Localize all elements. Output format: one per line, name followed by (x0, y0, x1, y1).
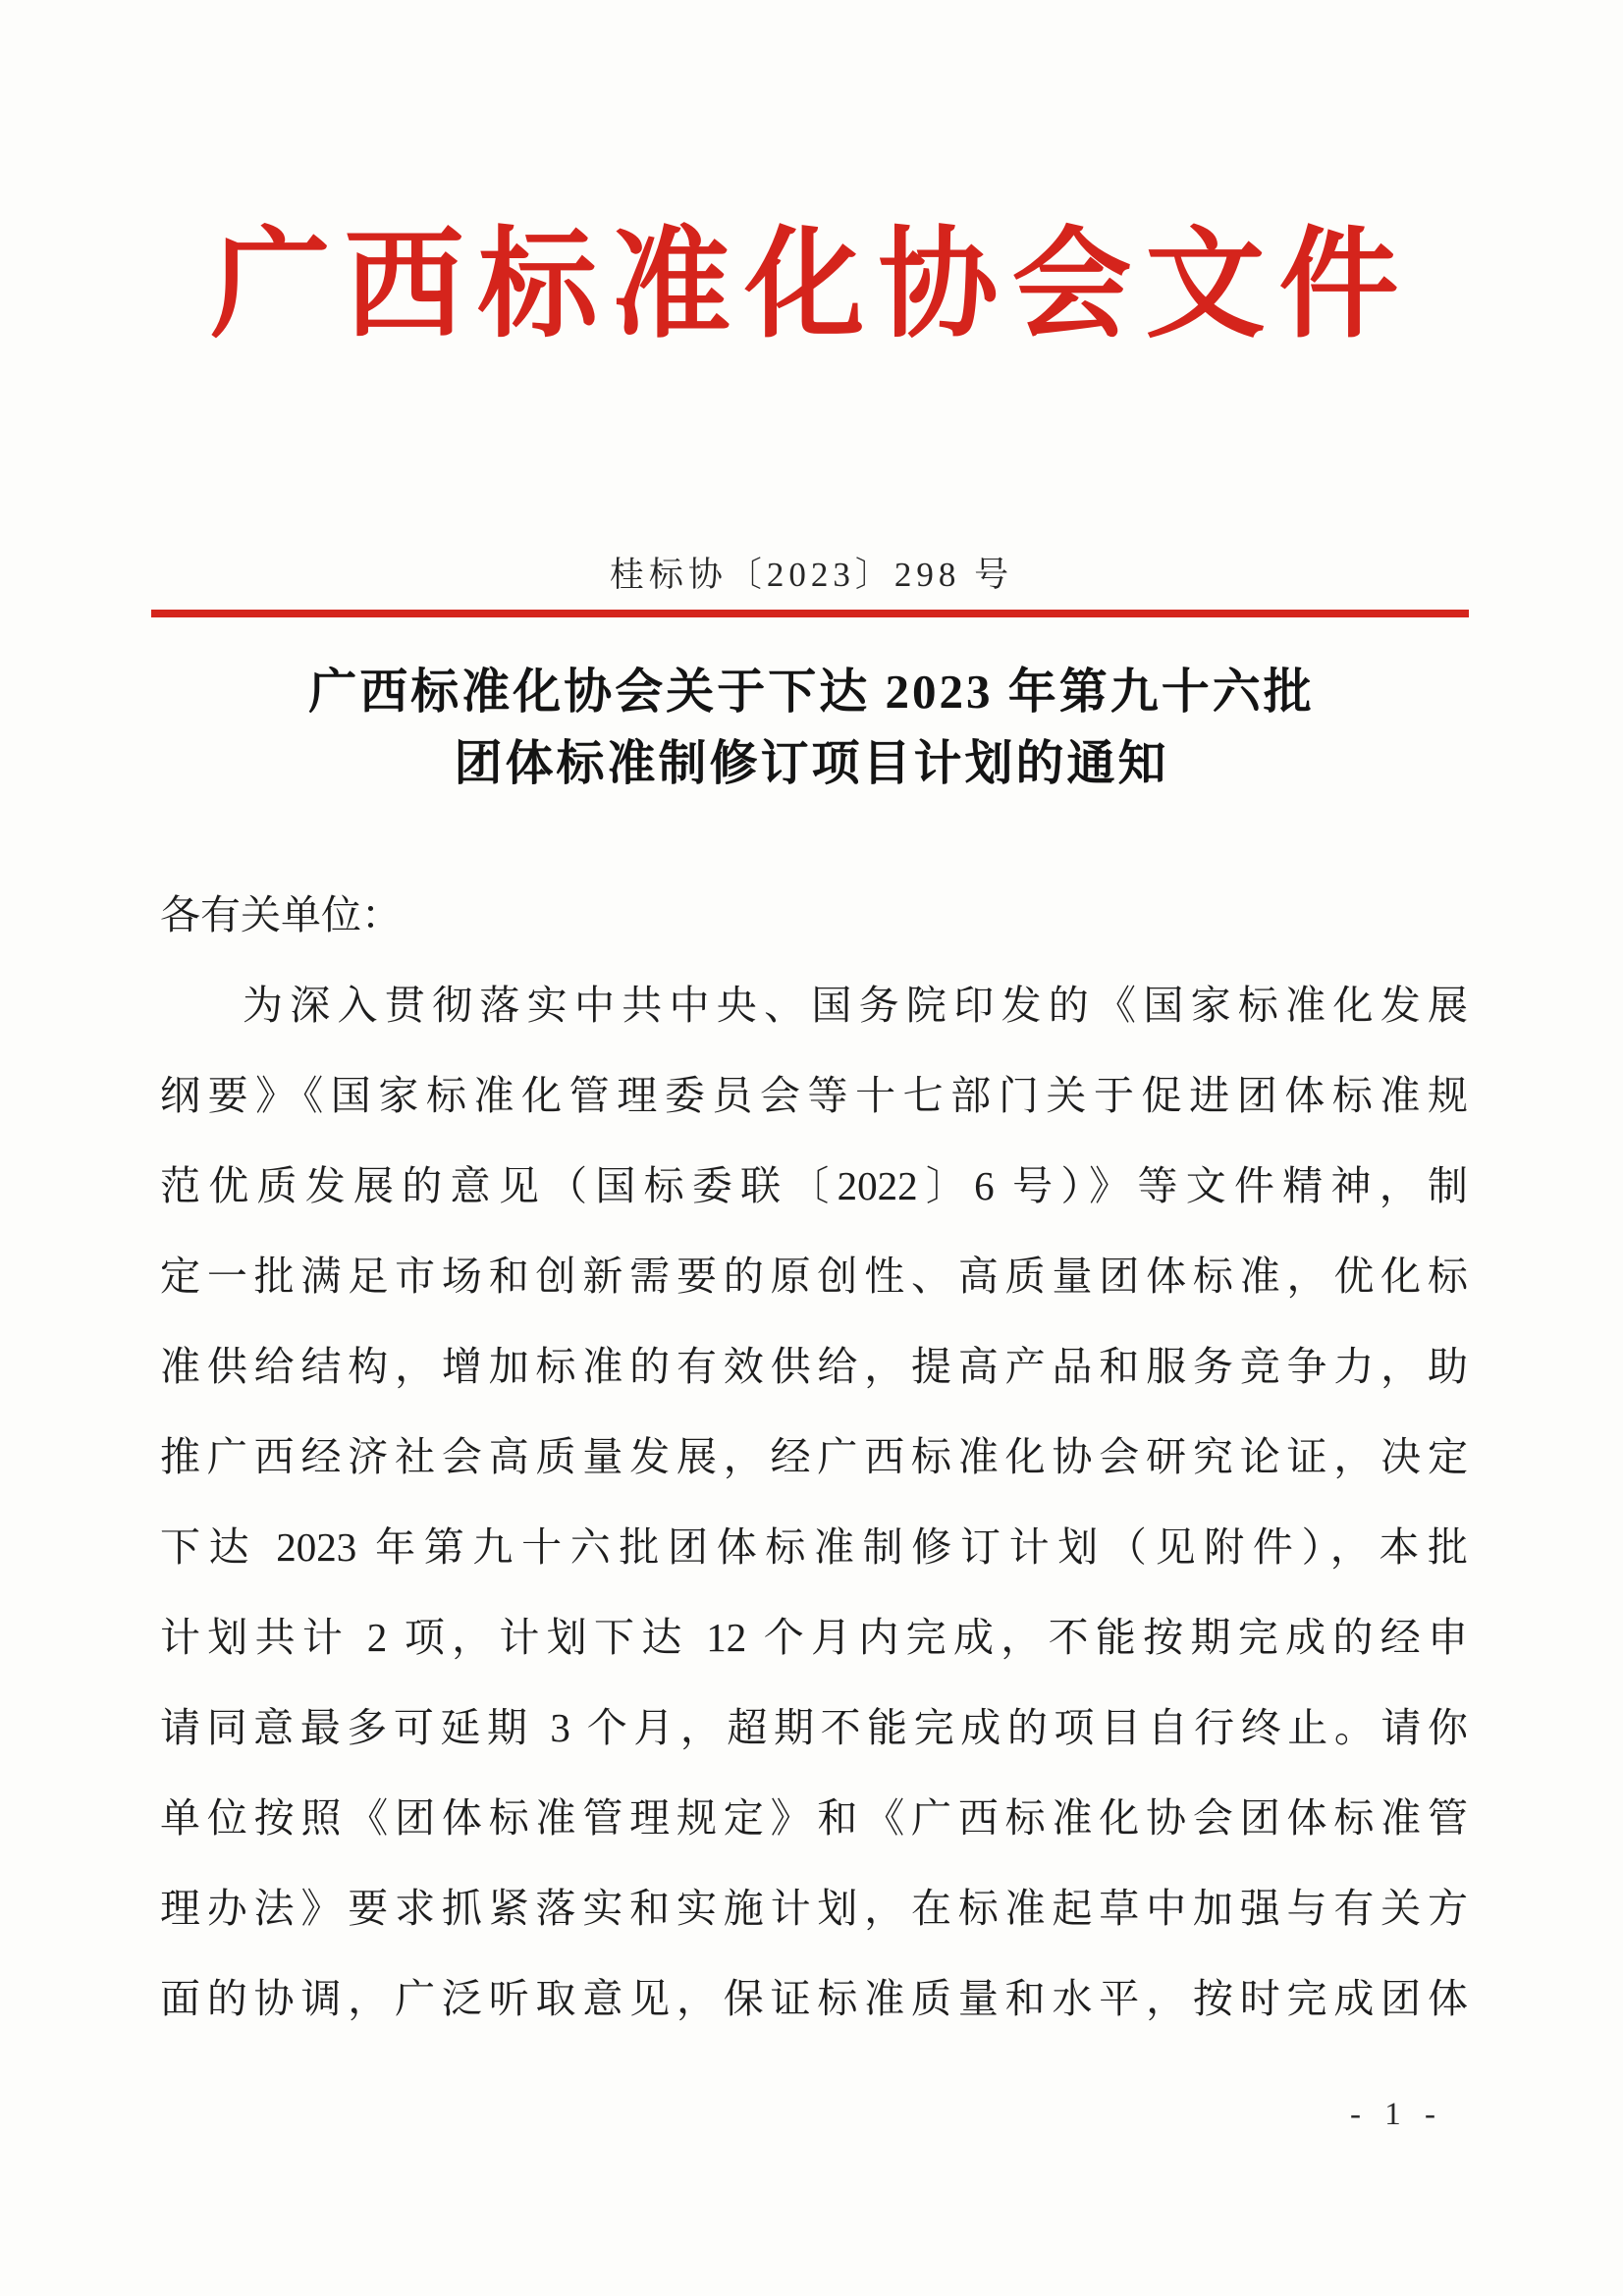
paragraph-line: 为深入贯彻落实中共中央、国务院印发的《国家标准化发展 (243, 983, 1468, 1028)
paragraph-line: 请同意最多可延期 3 个月，超期不能完成的项目自行终止。请你 (160, 1705, 1468, 1750)
page-number: - 1 - (1350, 2097, 1443, 2132)
paragraph-line: 定一批满足市场和创新需要的原创性、高质量团体标准，优化标 (160, 1254, 1468, 1299)
org-title: 广西标准化协会文件 (210, 220, 1413, 352)
paragraph-line: 下达 2023 年第九十六批团体标准制修订计划（见附件），本批 (160, 1524, 1468, 1570)
red-divider-line (151, 610, 1469, 617)
paragraph-line: 范优质发展的意见（国标委联〔2022〕6 号）》等文件精神，制 (160, 1163, 1468, 1208)
notice-title-line-2: 团体标准制修订项目计划的通知 (454, 736, 1169, 790)
paragraph-line: 理办法》要求抓紧落实和实施计划，在标准起草中加强与有关方 (160, 1886, 1468, 1931)
paragraph-line: 计划共计 2 项，计划下达 12 个月内完成，不能按期完成的经申 (160, 1615, 1468, 1660)
paragraph-line: 准供给结构，增加标准的有效供给，提高产品和服务竞争力，助 (160, 1344, 1468, 1389)
notice-title (0, 656, 1623, 799)
paragraph-line: 面的协调，广泛听取意见，保证标准质量和水平，按时完成团体 (160, 1976, 1468, 2021)
paragraph-line: 单位按照《团体标准管理规定》和《广西标准化协会团体标准管 (160, 1795, 1468, 1841)
notice-title-line-1: 广西标准化协会关于下达 2023 年第九十六批 (308, 665, 1315, 719)
paragraph-line: 推广西经济社会高质量发展，经广西标准化协会研究论证，决定 (160, 1434, 1468, 1479)
doc-number: 桂标协〔2023〕298 号 (609, 556, 1014, 594)
paragraph-line: 纲要》《国家标准化管理委员会等十七部门关于促进团体标准规 (160, 1073, 1468, 1118)
body-text (160, 870, 1468, 2044)
salutation: 各有关单位： (160, 892, 402, 937)
